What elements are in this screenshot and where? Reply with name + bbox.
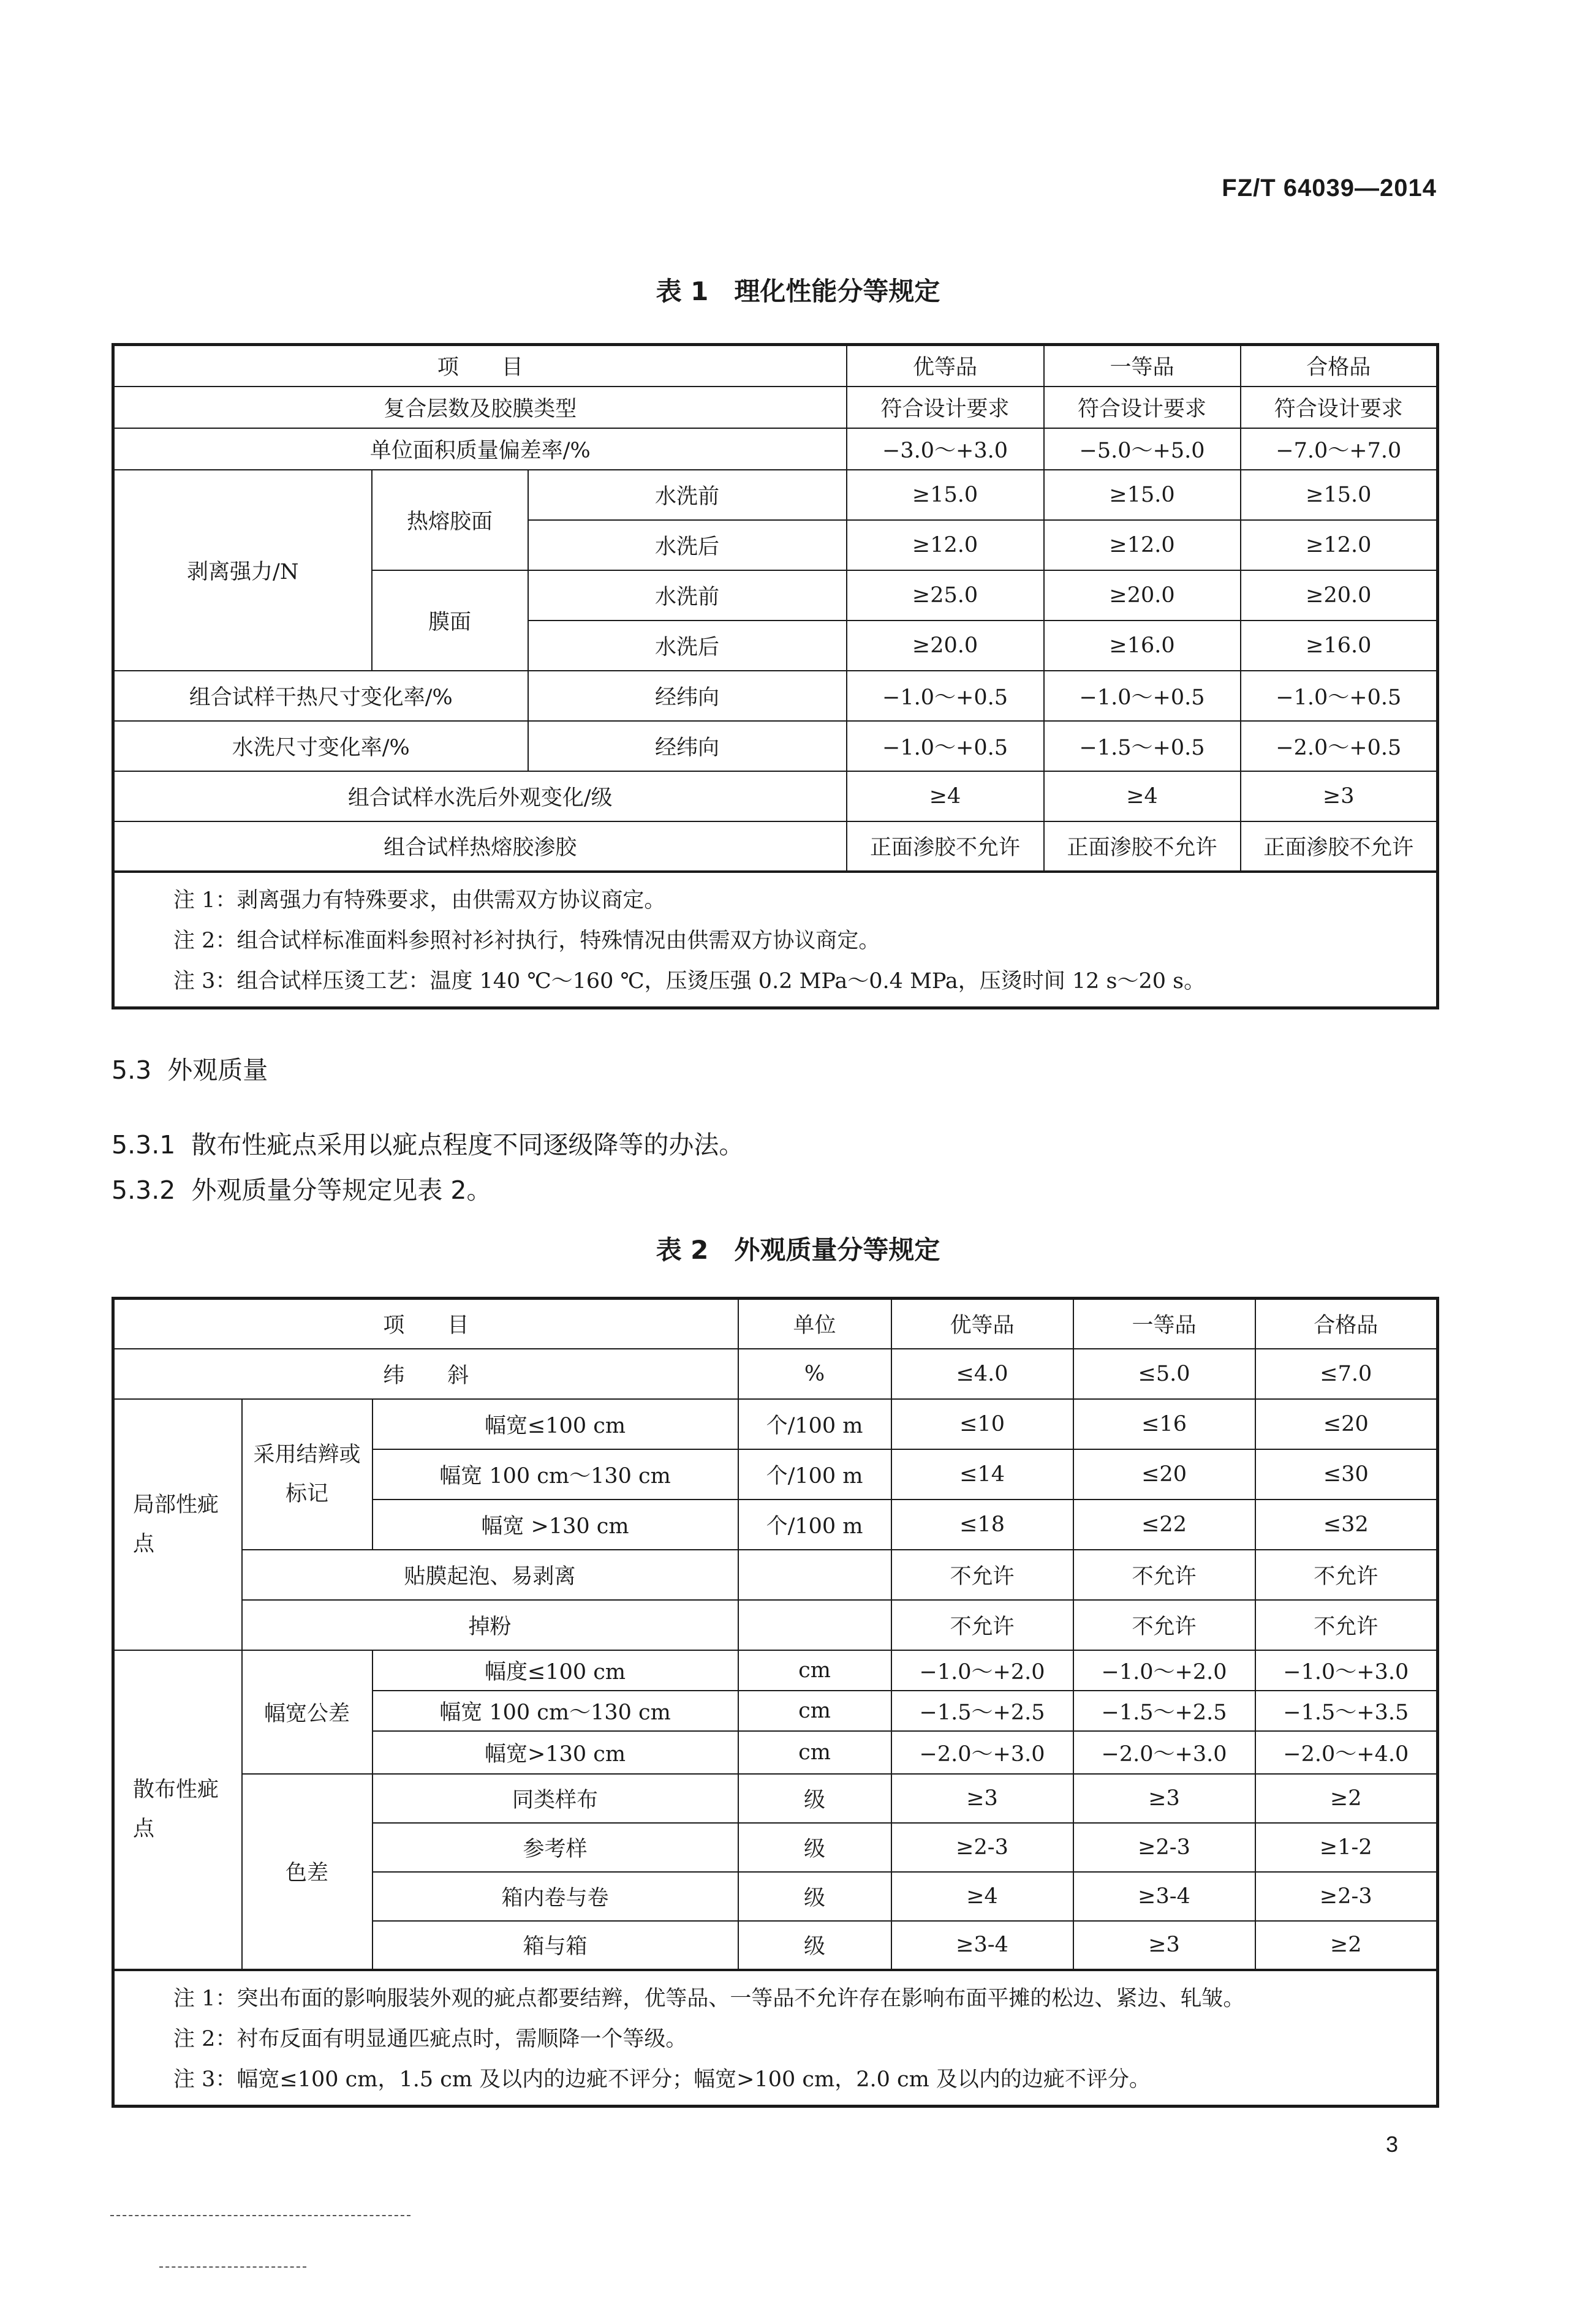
row-label: 幅宽 100 cm～130 cm — [373, 1691, 738, 1731]
cell-unit: 级 — [738, 1823, 891, 1872]
cell-value: ≤32 — [1255, 1500, 1438, 1550]
cell-unit: 个/100 m — [738, 1449, 891, 1500]
cell-value: 符合设计要求 — [847, 387, 1044, 428]
cell-value: −1.0～+0.5 — [1044, 671, 1241, 721]
row-subgroup-label: 采用结辫或标记 — [242, 1399, 373, 1550]
header-grade-first: 一等品 — [1044, 345, 1241, 387]
row-subgroup-label: 色差 — [242, 1774, 373, 1970]
cell-value: ≥3-4 — [1073, 1872, 1255, 1921]
cell-value: −1.5～+0.5 — [1044, 721, 1241, 771]
cell-value: −1.0～+0.5 — [1241, 671, 1438, 721]
header-grade-qualified: 合格品 — [1255, 1299, 1438, 1349]
footer-divider — [110, 2215, 410, 2216]
row-condition: 水洗后 — [528, 621, 847, 671]
cell-value: ≤5.0 — [1073, 1349, 1255, 1399]
table1-notes — [113, 872, 1438, 1008]
cell-value: 不允许 — [891, 1550, 1073, 1600]
table-row — [113, 671, 1438, 721]
row-label: 箱内卷与卷 — [373, 1872, 738, 1921]
section-heading — [112, 1050, 268, 1086]
cell-value: ≤4.0 — [891, 1349, 1073, 1399]
cell-value: −5.0～+5.0 — [1044, 428, 1241, 470]
cell-value: −2.0～+3.0 — [891, 1731, 1073, 1774]
row-label: 组合试样热熔胶渗胶 — [113, 821, 847, 872]
row-label: 组合试样干热尺寸变化率/% — [113, 671, 528, 721]
header-item: 项 目 — [113, 345, 847, 387]
cell-value: ≥3 — [1073, 1921, 1255, 1970]
cell-value: ≥2-3 — [1073, 1823, 1255, 1872]
paragraph-number: 5.3.2 — [112, 1175, 176, 1205]
cell-value: ≥4 — [1044, 771, 1241, 821]
cell-unit: cm — [738, 1650, 891, 1691]
cell-value: 符合设计要求 — [1241, 387, 1438, 428]
cell-value: ≤16 — [1073, 1399, 1255, 1449]
table-note: 注 2：衬布反面有明显通匹疵点时，需顺降一个等级。 — [173, 2026, 687, 2051]
section-title: 外观质量 — [167, 1055, 268, 1085]
row-direction: 经纬向 — [528, 671, 847, 721]
row-subgroup-label: 幅宽公差 — [242, 1650, 373, 1774]
table-note: 注 3：组合试样压烫工艺：温度 140 ℃～160 ℃，压烫压强 0.2 MPa～0.4 MPa，压烫时间 12 s～20 s。 — [173, 968, 1206, 994]
table2-caption-title: 外观质量分等规定 — [734, 1235, 940, 1265]
cell-value: ≥20.0 — [847, 621, 1044, 671]
table-header-row — [113, 1299, 1438, 1349]
cell-value: ≥12.0 — [1241, 520, 1438, 570]
cell-value: 正面渗胶不允许 — [847, 821, 1044, 872]
cell-value: ≥3 — [1073, 1774, 1255, 1823]
table-note: 注 2：组合试样标准面料参照衬衫衬执行，特殊情况由供需双方协议商定。 — [173, 928, 880, 953]
table-note: 注 1：剥离强力有特殊要求，由供需双方协议商定。 — [173, 888, 666, 913]
row-label: 幅宽 100 cm～130 cm — [373, 1449, 738, 1500]
cell-value: 正面渗胶不允许 — [1241, 821, 1438, 872]
cell-value: ≥3-4 — [891, 1921, 1073, 1970]
cell-value: −2.0～+4.0 — [1255, 1731, 1438, 1774]
section-number: 5.3 — [112, 1055, 152, 1085]
table-note: 注 3：幅宽≤100 cm，1.5 cm 及以内的边疵不评分；幅宽>100 cm，2.0 cm 及以内的边疵不评分。 — [173, 2067, 1151, 2092]
cell-value: 不允许 — [1255, 1550, 1438, 1600]
row-label: 幅宽>130 cm — [373, 1731, 738, 1774]
document-code: FZ/T 64039—2014 — [1222, 175, 1437, 202]
cell-value: 不允许 — [1073, 1550, 1255, 1600]
cell-value: −3.0～+3.0 — [847, 428, 1044, 470]
cell-value: ≥2-3 — [891, 1823, 1073, 1872]
row-subgroup-label: 热熔胶面 — [372, 470, 528, 570]
table1-caption-title: 理化性能分等规定 — [734, 276, 940, 306]
cell-value: −1.5～+2.5 — [891, 1691, 1073, 1731]
cell-unit: 个/100 m — [738, 1399, 891, 1449]
row-group-label: 散布性疵点 — [113, 1650, 242, 1970]
cell-value: ≤18 — [891, 1500, 1073, 1550]
row-label: 贴膜起泡、易剥离 — [242, 1550, 738, 1600]
cell-unit: 级 — [738, 1921, 891, 1970]
row-direction: 经纬向 — [528, 721, 847, 771]
header-unit: 单位 — [738, 1299, 891, 1349]
table-note: 注 1：突出布面的影响服装外观的疵点都要结辫，优等品、一等品不允许存在影响布面平摊的松边、紧边、轧皱。 — [173, 1986, 1245, 2011]
row-label: 组合试样水洗后外观变化/级 — [113, 771, 847, 821]
cell-value: ≥25.0 — [847, 570, 1044, 621]
cell-value: −1.0～+0.5 — [847, 671, 1044, 721]
row-label: 参考样 — [373, 1823, 738, 1872]
row-label: 幅宽 >130 cm — [373, 1500, 738, 1550]
cell-value: ≤20 — [1073, 1449, 1255, 1500]
cell-value: ≥2-3 — [1255, 1872, 1438, 1921]
cell-value: 不允许 — [1255, 1600, 1438, 1650]
row-label: 纬 斜 — [113, 1349, 738, 1399]
row-condition: 水洗后 — [528, 520, 847, 570]
paragraph-text: 散布性疵点采用以疵点程度不同逐级降等的办法。 — [191, 1130, 744, 1160]
table2-notes — [113, 1970, 1438, 2107]
table-header-row — [113, 345, 1438, 387]
cell-unit: cm — [738, 1731, 891, 1774]
cell-value: ≥2 — [1255, 1774, 1438, 1823]
cell-value: −1.0～+0.5 — [847, 721, 1044, 771]
cell-value: ≤20 — [1255, 1399, 1438, 1449]
cell-value: −1.5～+2.5 — [1073, 1691, 1255, 1731]
cell-value: ≥15.0 — [1044, 470, 1241, 520]
cell-value: ≤7.0 — [1255, 1349, 1438, 1399]
table-row — [113, 721, 1438, 771]
row-label: 幅宽≤100 cm — [373, 1399, 738, 1449]
cell-value: ≥15.0 — [847, 470, 1044, 520]
table2-caption — [0, 1230, 1596, 1267]
header-grade-first: 一等品 — [1073, 1299, 1255, 1349]
row-condition: 水洗前 — [528, 470, 847, 520]
row-group-label: 剥离强力/N — [113, 470, 372, 671]
cell-value: ≥4 — [891, 1872, 1073, 1921]
table-row — [113, 428, 1438, 470]
cell-value: 正面渗胶不允许 — [1044, 821, 1241, 872]
header-grade-qualified: 合格品 — [1241, 345, 1438, 387]
cell-value: ≥20.0 — [1044, 570, 1241, 621]
table-row — [113, 821, 1438, 872]
cell-value: ≥3 — [1241, 771, 1438, 821]
cell-value: ≥4 — [847, 771, 1044, 821]
row-label: 同类样布 — [373, 1774, 738, 1823]
cell-value: ≤22 — [1073, 1500, 1255, 1550]
cell-value: ≥12.0 — [1044, 520, 1241, 570]
table1-caption — [0, 271, 1596, 308]
paragraph-number: 5.3.1 — [112, 1130, 176, 1160]
table-row — [113, 1600, 1438, 1650]
cell-value: ≥1-2 — [1255, 1823, 1438, 1872]
table-row — [113, 1774, 1438, 1823]
cell-value: ≥16.0 — [1241, 621, 1438, 671]
table2-caption-number: 表 2 — [656, 1235, 709, 1265]
cell-unit: 个/100 m — [738, 1500, 891, 1550]
row-label: 单位面积质量偏差率/% — [113, 428, 847, 470]
cell-value: ≥15.0 — [1241, 470, 1438, 520]
cell-value: −2.0～+0.5 — [1241, 721, 1438, 771]
table-row — [113, 1349, 1438, 1399]
table-notes-row — [113, 1970, 1438, 2107]
table2-appearance-grading — [112, 1297, 1439, 2108]
cell-value: 不允许 — [891, 1600, 1073, 1650]
table1-physical-chemical-grading — [112, 343, 1439, 1009]
cell-unit: % — [738, 1349, 891, 1399]
header-grade-premium: 优等品 — [847, 345, 1044, 387]
page-number: 3 — [1386, 2132, 1399, 2157]
cell-value: −1.0～+2.0 — [891, 1650, 1073, 1691]
table1-caption-number: 表 1 — [656, 276, 709, 306]
cell-value: −2.0～+3.0 — [1073, 1731, 1255, 1774]
cell-unit: cm — [738, 1691, 891, 1731]
cell-value: −1.0～+2.0 — [1073, 1650, 1255, 1691]
table-row — [113, 470, 1438, 520]
row-group-label: 局部性疵点 — [113, 1399, 242, 1650]
cell-unit — [738, 1600, 891, 1650]
cell-value: 符合设计要求 — [1044, 387, 1241, 428]
cell-unit: 级 — [738, 1774, 891, 1823]
paragraph-text: 外观质量分等规定见表 2。 — [191, 1175, 492, 1205]
row-label: 复合层数及胶膜类型 — [113, 387, 847, 428]
cell-unit — [738, 1550, 891, 1600]
table-row — [113, 1550, 1438, 1600]
row-label: 幅度≤100 cm — [373, 1650, 738, 1691]
paragraph-5-3-1 — [112, 1125, 744, 1161]
cell-value: ≥3 — [891, 1774, 1073, 1823]
cell-value: ≤10 — [891, 1399, 1073, 1449]
cell-value: −1.5～+3.5 — [1255, 1691, 1438, 1731]
cell-unit: 级 — [738, 1872, 891, 1921]
table-row — [113, 1399, 1438, 1449]
cell-value: ≥16.0 — [1044, 621, 1241, 671]
row-label: 箱与箱 — [373, 1921, 738, 1970]
table-row — [113, 771, 1438, 821]
cell-value: −1.0～+3.0 — [1255, 1650, 1438, 1691]
footer-divider — [159, 2266, 306, 2268]
cell-value: ≥12.0 — [847, 520, 1044, 570]
row-subgroup-label: 膜面 — [372, 570, 528, 671]
cell-value: ≤30 — [1255, 1449, 1438, 1500]
cell-value: −7.0～+7.0 — [1241, 428, 1438, 470]
row-condition: 水洗前 — [528, 570, 847, 621]
cell-value: ≥20.0 — [1241, 570, 1438, 621]
row-label: 水洗尺寸变化率/% — [113, 721, 528, 771]
paragraph-5-3-2 — [112, 1170, 491, 1206]
table-row — [113, 1650, 1438, 1691]
cell-value: 不允许 — [1073, 1600, 1255, 1650]
cell-value: ≥2 — [1255, 1921, 1438, 1970]
row-label: 掉粉 — [242, 1600, 738, 1650]
header-grade-premium: 优等品 — [891, 1299, 1073, 1349]
table-row — [113, 387, 1438, 428]
cell-value: ≤14 — [891, 1449, 1073, 1500]
table-notes-row — [113, 872, 1438, 1008]
header-item: 项 目 — [113, 1299, 738, 1349]
